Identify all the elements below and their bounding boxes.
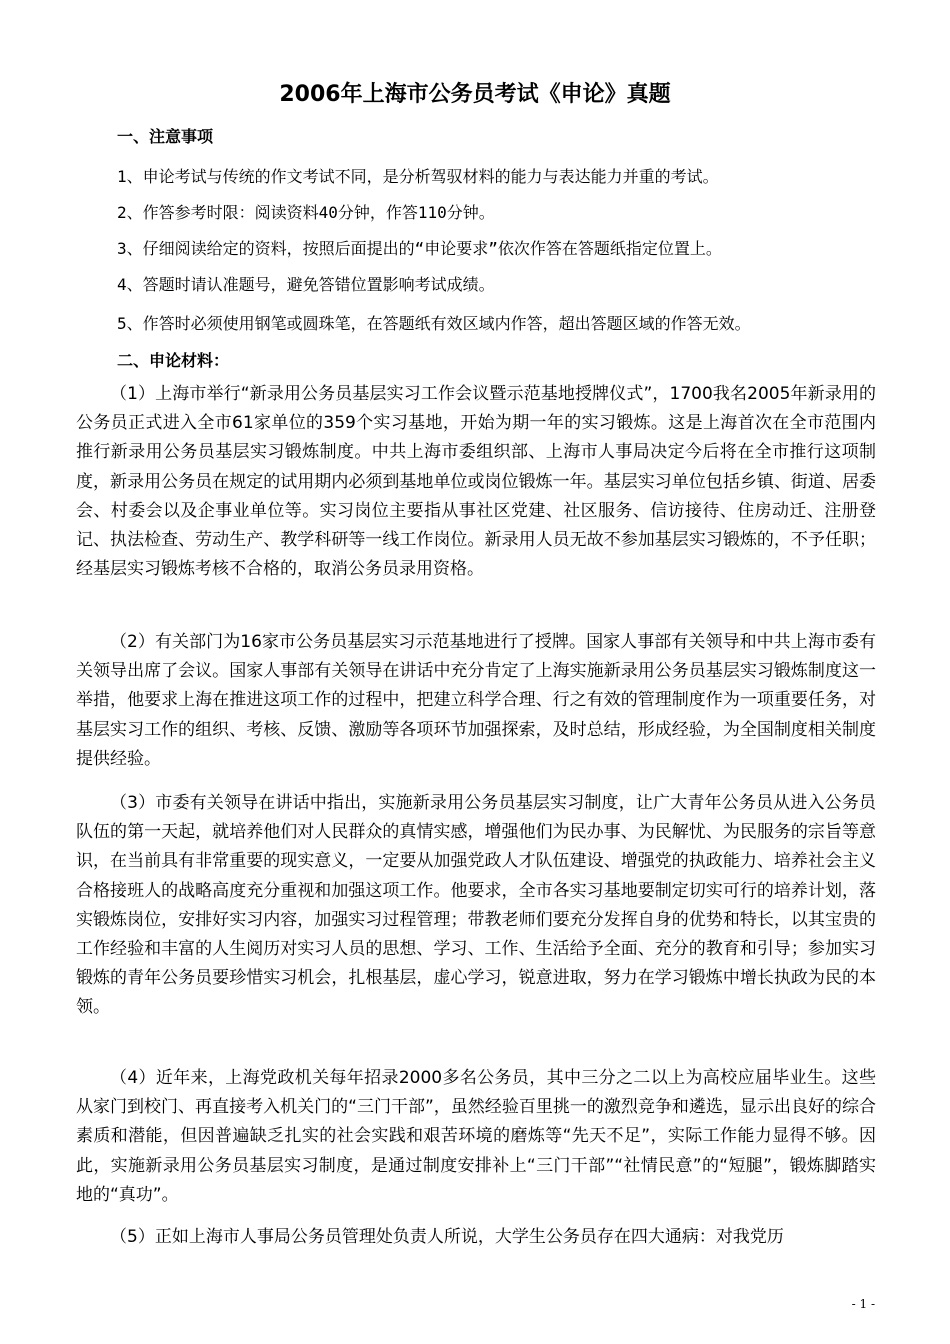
document-title: 2006年上海市公务员考试《申论》真题 [279,82,671,107]
material-paragraph: （3）市委有关领导在讲话中指出，实施新录用公务员基层实习制度，让广大青年公务员从进入公务员队伍的第一天起，就培养他们对人民群众的真情实感，增强他们为民办事、为民解忧、为民服务的宗旨等意识，在当前具有非常重要的现实意义，一定要从加强党政人才队伍建设、增强党的执政能力、培养社会主义合格接班人的战略高度充分重视和加强这项工作。他要求，全市各实习基地要制定切实可行的培养计划，落实锻炼岗位，安排好实习内容，加强实习过程管理；带教老师们要充分发挥自身的优势和特长，以其宝贵的工作经验和丰富的人生阅历对实习人员的思想、学习、工作、生活给予全面、充分的教育和引导；参加实习锻炼的青年公务员要珍惜实习机会，扎根基层，虚心学习，锐意进取，努力在学习锻炼中增长执政为民的本领。 [76,793,876,1018]
note-item: 2、作答参考时限：阅读资料40分钟，作答110分钟。 [117,203,495,222]
material-paragraph: （4）近年来，上海党政机关每年招录2000多名公务员，其中三分之二以上为高校应届毕业生。这些从家门到校门、再直接考入机关门的“三门干部”，虽然经验百里挑一的激烈竞争和遴选，显示出良好的综合素质和潜能，但因普遍缺乏扎实的社会实践和艰苦环境的磨炼等“先天不足”，实际工作能力显得不够。因此，实施新录用公务员基层实习制度，是通过制度安排补上“三门干部”“社情民意”的“短腿”，锻炼脚踏实地的“真功”。 [76,1068,876,1205]
material-paragraph: （1）上海市举行“新录用公务员基层实习工作会议暨示范基地授牌仪式”，1700我名2005年新录用的公务员正式进入全市61家单位的359个实习基地，开始为期一年的实习锻炼。这是上海首次在全市范围内推行新录用公务员基层实习锻炼制度。中共上海市委组织部、上海市人事局决定今后将在全市推行这项制度，新录用公务员在规定的试用期内必须到基地单位或岗位锻炼一年。基层实习单位包括乡镇、街道、居委会、村委会以及企事业单位等。实习岗位主要指从事社区党建、社区服务、信访接待、住房动迁、注册登记、执法检查、劳动生产、教学科研等一线工作岗位。新录用人员无故不参加基层实习锻炼的，不予任职；经基层实习锻炼考核不合格的，取消公务员录用资格。 [76,384,876,580]
page-number: - 1 - [851,1297,875,1311]
section-heading-materials: 二、申论材料： [117,351,230,370]
note-item: 1、申论考试与传统的作文考试不同，是分析驾驭材料的能力与表达能力并重的考试。 [117,167,719,186]
material-paragraph: （2）有关部门为16家市公务员基层实习示范基地进行了授牌。国家人事部有关领导和中共上海市委有关领导出席了会议。国家人事部有关领导在讲话中充分肯定了上海实施新录用公务员基层实习锻炼制度这一举措，他要求上海在推进这项工作的过程中，把建立科学合理、行之有效的管理制度作为一项重要任务，对基层实习工作的组织、考核、反馈、激励等各项环节加强探索，及时总结，形成经验，为全国制度相关制度提供经验。 [76,632,876,769]
note-item: 3、仔细阅读给定的资料，按照后面提出的“申论要求”依次作答在答题纸指定位置上。 [117,239,722,258]
section-heading-notes: 一、注意事项 [117,127,214,146]
note-item: 4、答题时请认准题号，避免答错位置影响考试成绩。 [117,275,495,294]
material-paragraph: （5）正如上海市人事局公务员管理处负责人所说，大学生公务员存在四大通病：对我党历 [110,1227,784,1247]
note-item: 5、作答时必须使用钢笔或圆珠笔，在答题纸有效区域内作答，超出答题区域的作答无效。 [117,314,751,333]
